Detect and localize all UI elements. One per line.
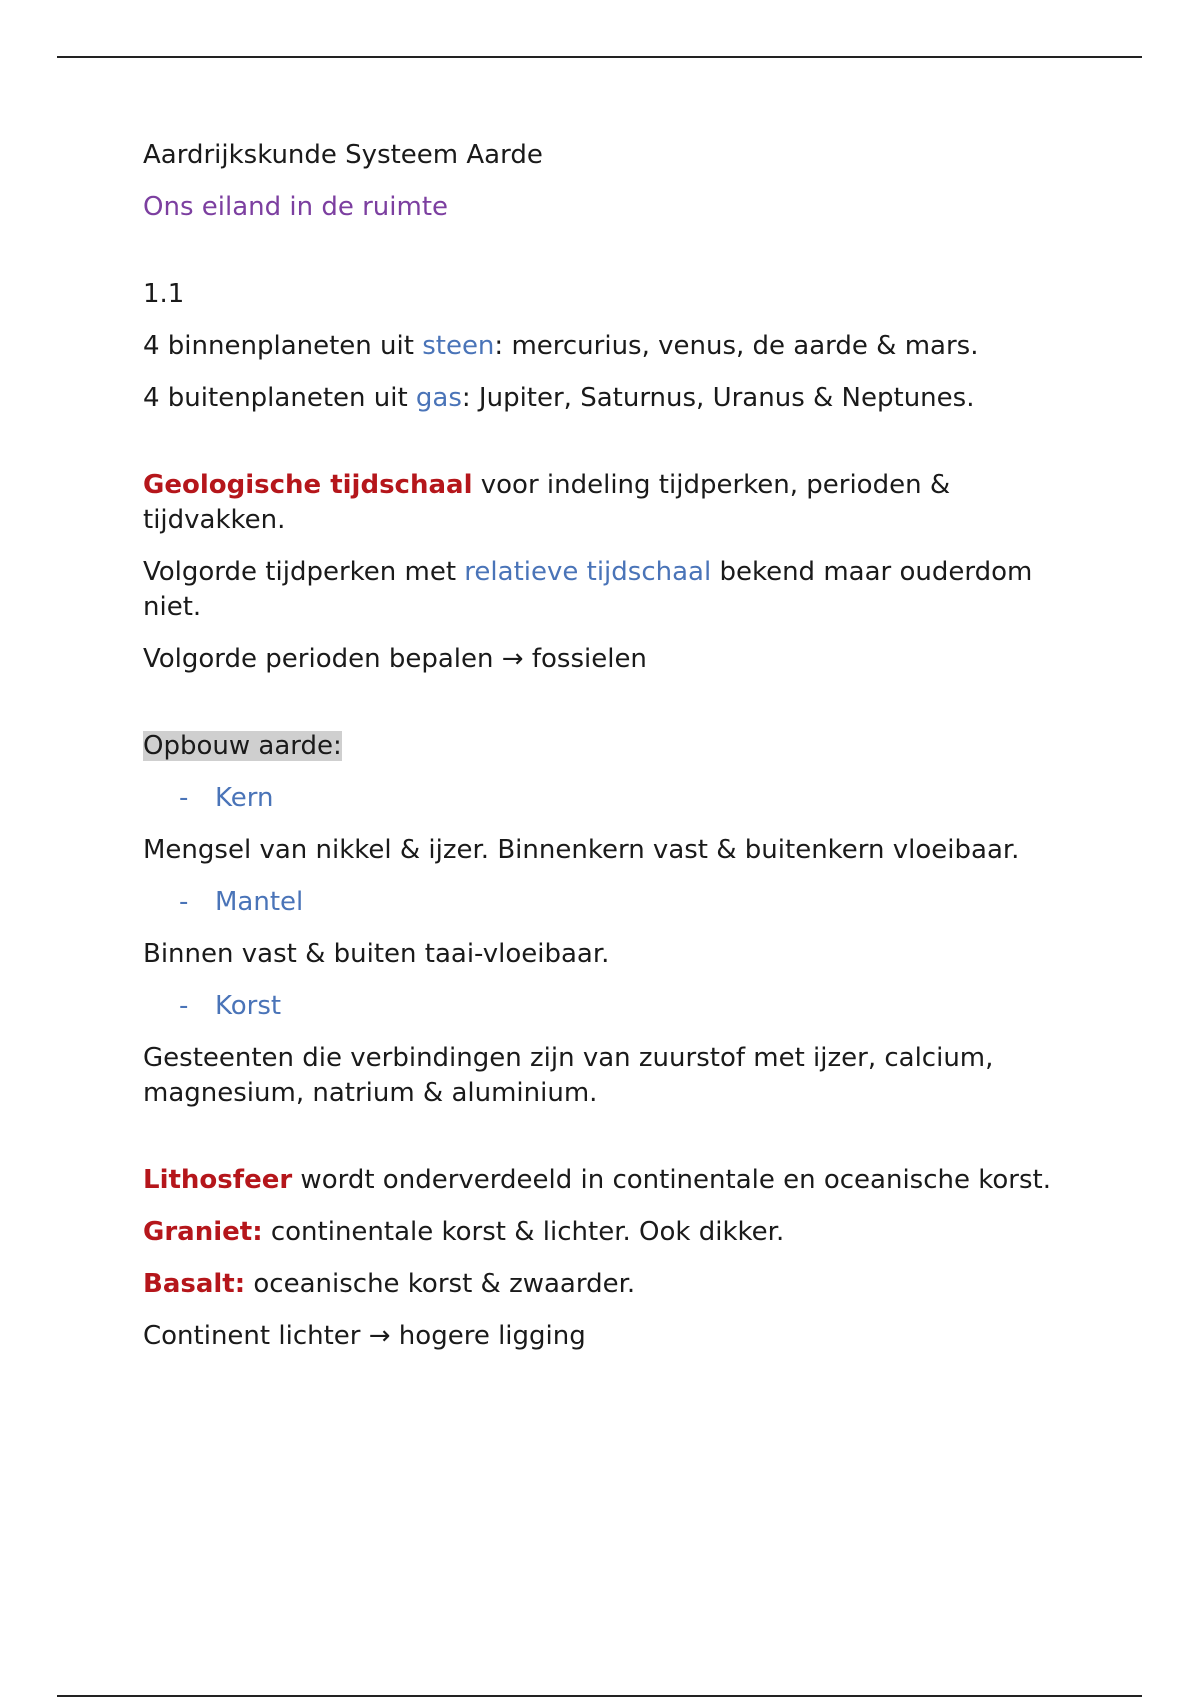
spacer: [143, 694, 1083, 729]
korst-description: Gesteenten die verbindingen zijn van zuurstof met ijzer, calcium, magnesium, natrium & aluminium.: [143, 1043, 994, 1108]
document-title: Aardrijkskunde Systeem Aarde: [143, 140, 543, 170]
mantel-description: Binnen vast & buiten taai-vloeibaar.: [143, 939, 610, 969]
term-steen: steen: [422, 331, 495, 361]
list-item-kern: - Kern: [143, 781, 1083, 816]
spacer: [143, 1128, 1083, 1163]
bottom-rule: [57, 1695, 1142, 1697]
kern-description: Mengsel van nikkel & ijzer. Binnenkern vast & buitenkern vloeibaar.: [143, 835, 1020, 865]
spacer: [143, 433, 1083, 468]
document-subtitle: Ons eiland in de ruimte: [143, 192, 449, 222]
document-body: [143, 138, 1083, 1371]
section-number: 1.1: [143, 279, 185, 309]
dash-bullet-icon: -: [179, 887, 189, 917]
top-rule: [57, 56, 1142, 58]
structure-heading: Opbouw aarde:: [143, 731, 342, 761]
basalt-line: Basalt: oceanische korst & zwaarder.: [143, 1269, 636, 1299]
list-item-korst: - Korst: [143, 989, 1083, 1024]
term-gas: gas: [415, 383, 462, 413]
spacer: [143, 242, 1083, 277]
term-geologische-tijdschaal: Geologische tijdschaal: [143, 470, 473, 500]
dash-bullet-icon: -: [179, 991, 189, 1021]
geological-timescale-line: Geologische tijdschaal voor indeling tijdperken, perioden & tijdvakken.: [143, 470, 951, 535]
periods-line: Volgorde perioden bepalen → fossielen: [143, 644, 647, 674]
list-item-mantel: - Mantel: [143, 885, 1083, 920]
relative-timescale-line: Volgorde tijdperken met relatieve tijdschaal bekend maar ouderdom niet.: [143, 557, 1033, 622]
dash-bullet-icon: -: [179, 783, 189, 813]
term-relatieve-tijdschaal: relatieve tijdschaal: [464, 557, 712, 587]
arrow-right-icon: →: [368, 1321, 391, 1351]
outer-planets-line: 4 buitenplaneten uit gas: Jupiter, Saturnus, Uranus & Neptunes.: [143, 383, 975, 413]
continent-line: Continent lichter → hogere ligging: [143, 1321, 586, 1351]
lithosphere-line: Lithosfeer wordt onderverdeeld in continentale en oceanische korst.: [143, 1165, 1051, 1195]
term-graniet: Graniet:: [143, 1217, 263, 1247]
term-lithosfeer: Lithosfeer: [143, 1165, 293, 1195]
arrow-right-icon: →: [501, 644, 524, 674]
inner-planets-line: 4 binnenplaneten uit steen: mercurius, venus, de aarde & mars.: [143, 331, 979, 361]
granite-line: Graniet: continentale korst & lichter. Ook dikker.: [143, 1217, 785, 1247]
term-basalt: Basalt:: [143, 1269, 246, 1299]
